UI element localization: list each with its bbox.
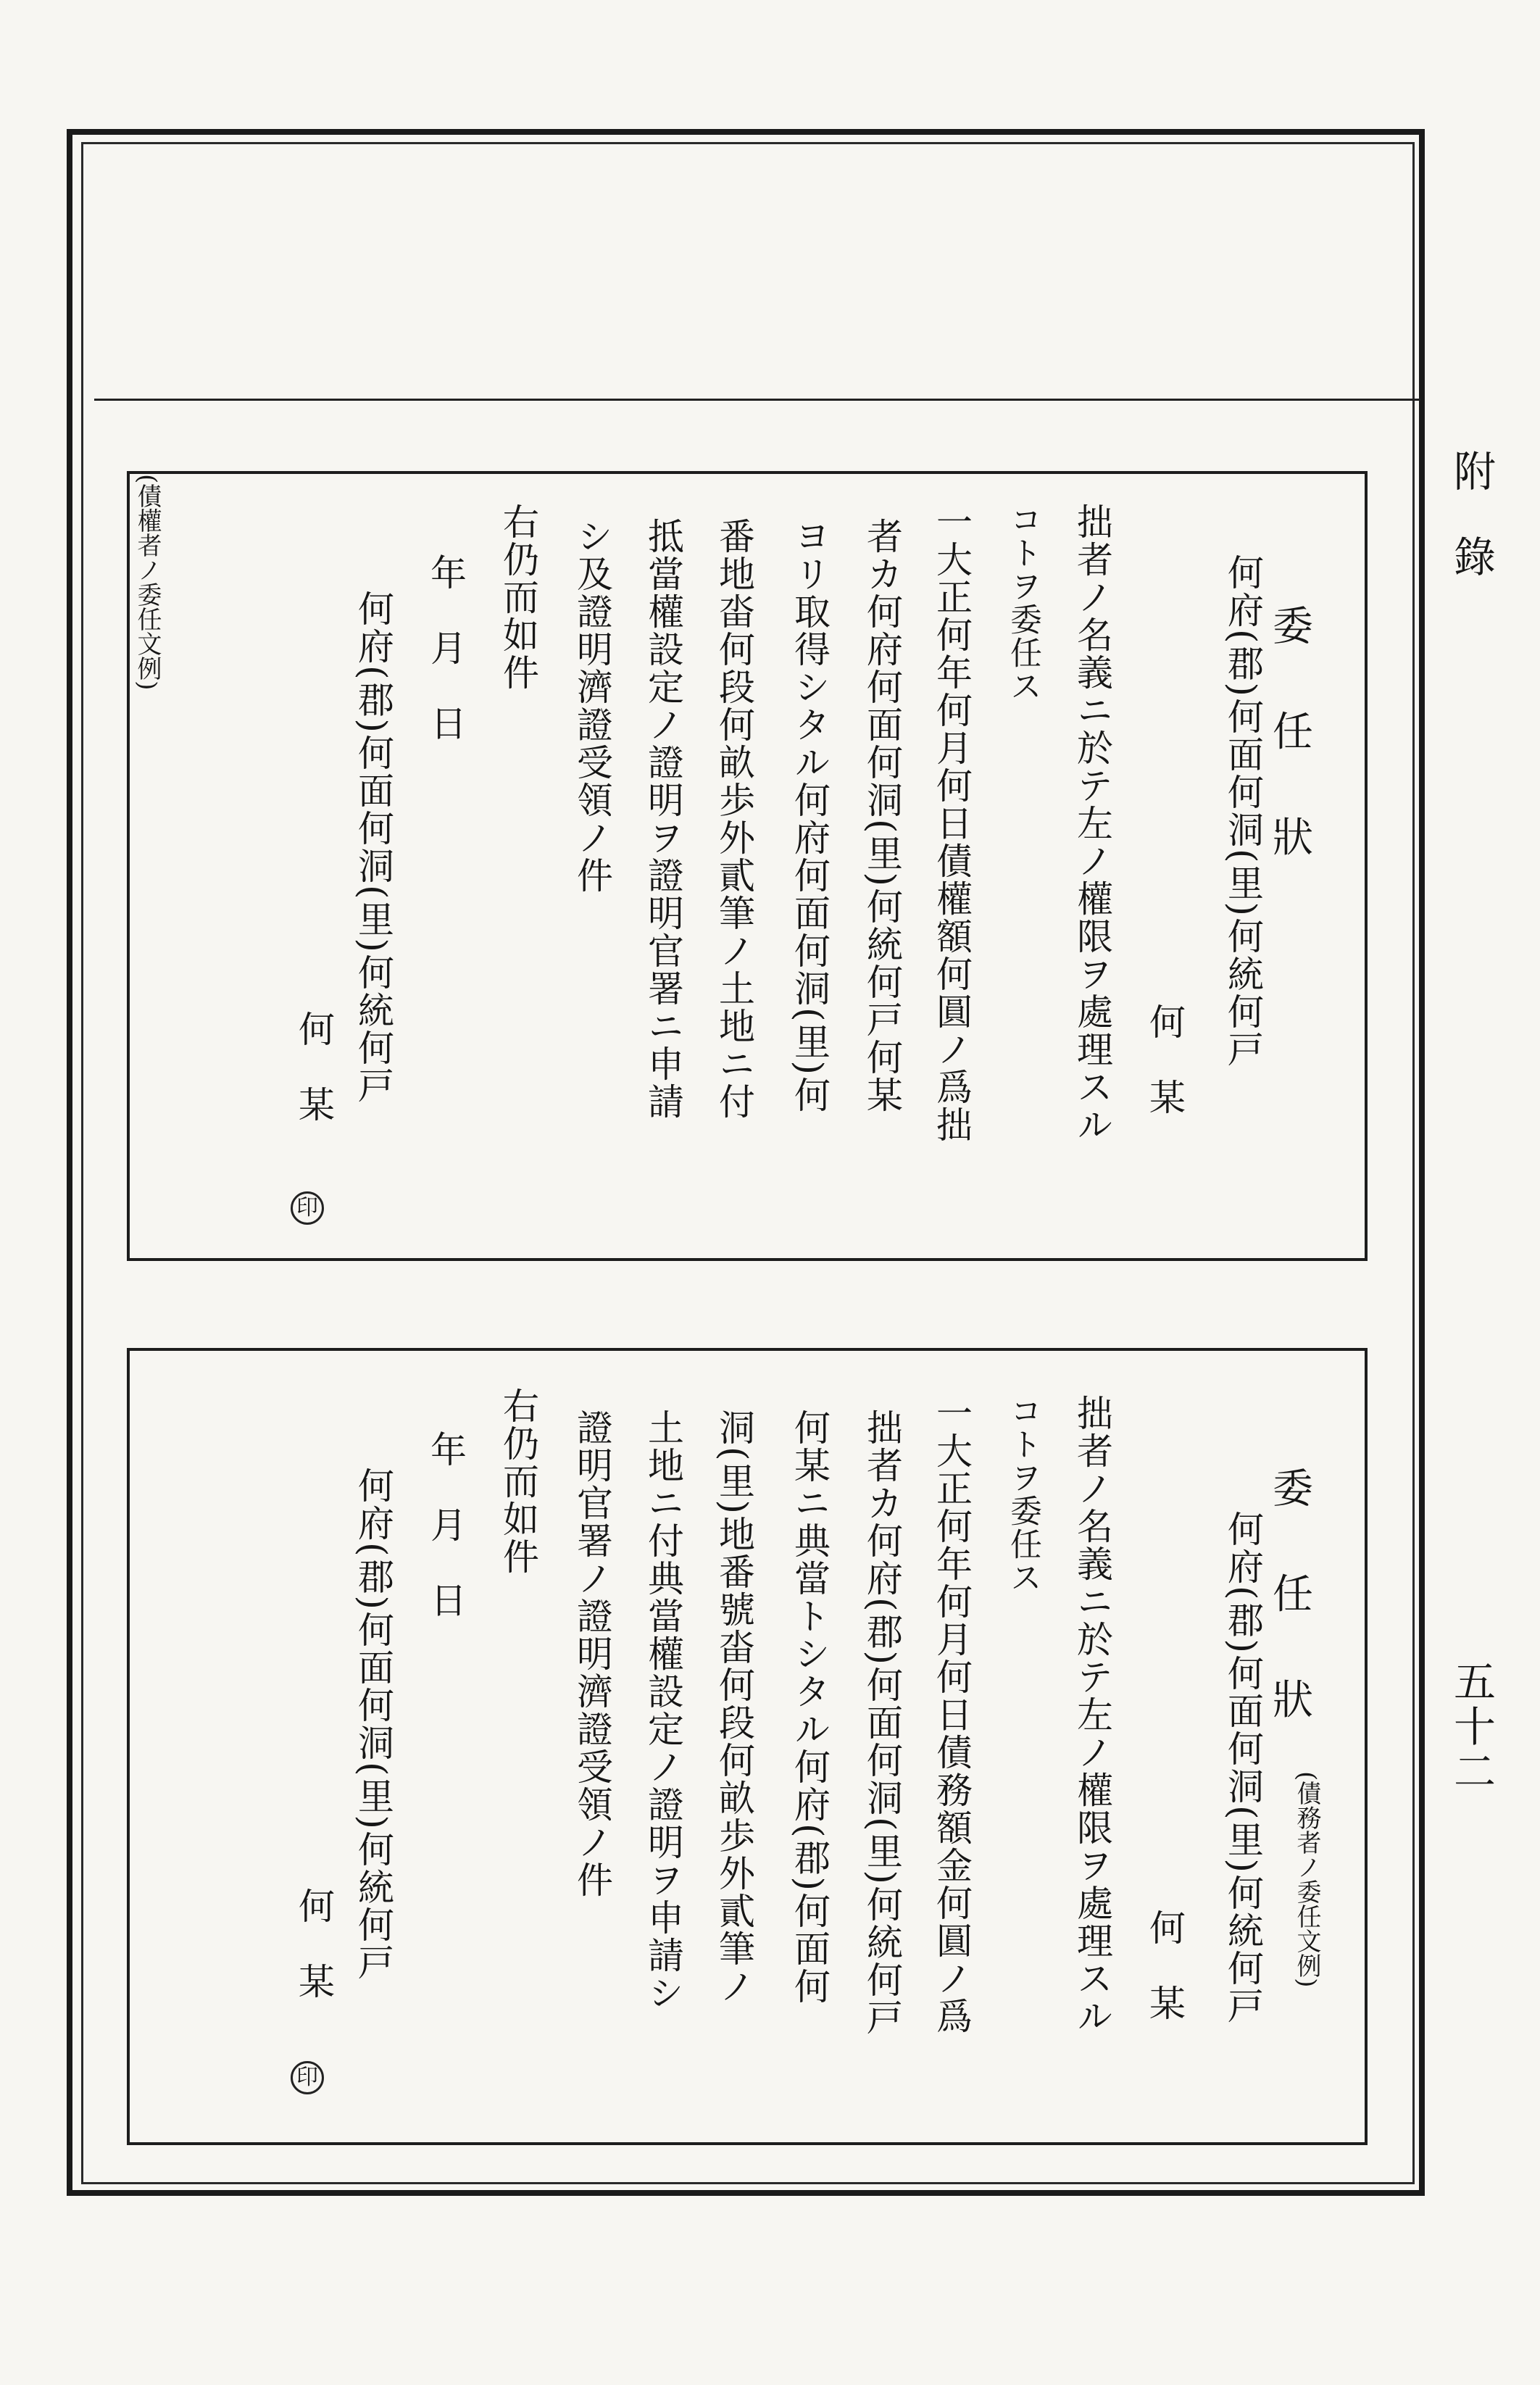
agent-address: 何府(郡)何面何洞(里)何統何戸 bbox=[352, 1467, 394, 1982]
form-title: 委 任 狀 bbox=[1266, 604, 1313, 883]
body-line-6: 番地畓何段何畝歩外貳筆ノ土地ニ付 bbox=[713, 517, 755, 1120]
debtor-power-of-attorney-form bbox=[127, 1348, 1368, 2145]
form-note: (債務者ノ委任文例) bbox=[1292, 1771, 1321, 1988]
creditor-power-of-attorney-form bbox=[127, 471, 1368, 1261]
closing-phrase: 右仍而如件 bbox=[497, 503, 539, 691]
body-line-2: コトヲ委任ス bbox=[1004, 1394, 1041, 1594]
seal-mark: 印 bbox=[291, 1191, 324, 1225]
body-line-8: シ及證明濟證受領ノ件 bbox=[571, 517, 613, 894]
body-line-4: 拙者カ何府(郡)何面何洞(里)何統何戸 bbox=[861, 1409, 903, 2037]
header-rule bbox=[94, 399, 1420, 401]
body-line-7: 抵當權設定ノ證明ヲ證明官署ニ申請 bbox=[642, 517, 684, 1120]
body-line-4: 者カ何府何面何洞(里)何統何戸何某 bbox=[861, 517, 903, 1115]
principal-address: 何府(郡)何面何洞(里)何統何戸 bbox=[1222, 554, 1264, 1069]
principal-name: 何 某 bbox=[1144, 1003, 1186, 1116]
agent-name: 何 某 bbox=[293, 1887, 335, 2000]
body-line-3: 一大正何年何月何日債務額金何圓ノ爲 bbox=[931, 1394, 973, 2035]
agent-address: 何府(郡)何面何洞(里)何統何戸 bbox=[352, 590, 394, 1105]
body-line-1: 拙者ノ名義ニ於テ左ノ權限ヲ處理スル bbox=[1071, 503, 1113, 1144]
closing-phrase: 右仍而如件 bbox=[497, 1387, 539, 1576]
form-title: 委 任 狀 bbox=[1266, 1467, 1313, 1745]
body-line-5: ヨリ取得シタル何府何面何洞(里)何 bbox=[788, 517, 831, 1115]
date-line: 年 月 日 bbox=[425, 1431, 467, 1619]
principal-address: 何府(郡)何面何洞(里)何統何戸 bbox=[1222, 1510, 1264, 2026]
principal-name: 何 某 bbox=[1144, 1909, 1186, 2022]
body-line-8: 證明官署ノ證明濟證受領ノ件 bbox=[571, 1409, 613, 1899]
page-number: 五十二 bbox=[1447, 1660, 1496, 1794]
body-line-3: 一大正何年何月何日債權額何圓ノ爲拙 bbox=[931, 503, 973, 1144]
appendix-title: 附錄 bbox=[1447, 449, 1496, 620]
seal-stamp bbox=[291, 2061, 324, 2094]
seal-stamp bbox=[291, 1191, 324, 1225]
date-line: 年 月 日 bbox=[425, 554, 467, 742]
body-line-2: コトヲ委任ス bbox=[1004, 503, 1041, 703]
body-line-6: 洞(里)地番號畓何段何畝歩外貳筆ノ bbox=[713, 1409, 755, 2006]
body-line-7: 土地ニ付典當權設定ノ證明ヲ申請シ bbox=[642, 1409, 684, 2012]
body-line-5: 何某ニ典當トシタル何府(郡)何面何 bbox=[788, 1409, 831, 2006]
seal-mark: 印 bbox=[291, 2061, 324, 2094]
form-note: (債權者ノ委任文例) bbox=[133, 474, 162, 691]
body-line-1: 拙者ノ名義ニ於テ左ノ權限ヲ處理スル bbox=[1071, 1394, 1113, 2035]
agent-name: 何 某 bbox=[293, 1010, 335, 1123]
